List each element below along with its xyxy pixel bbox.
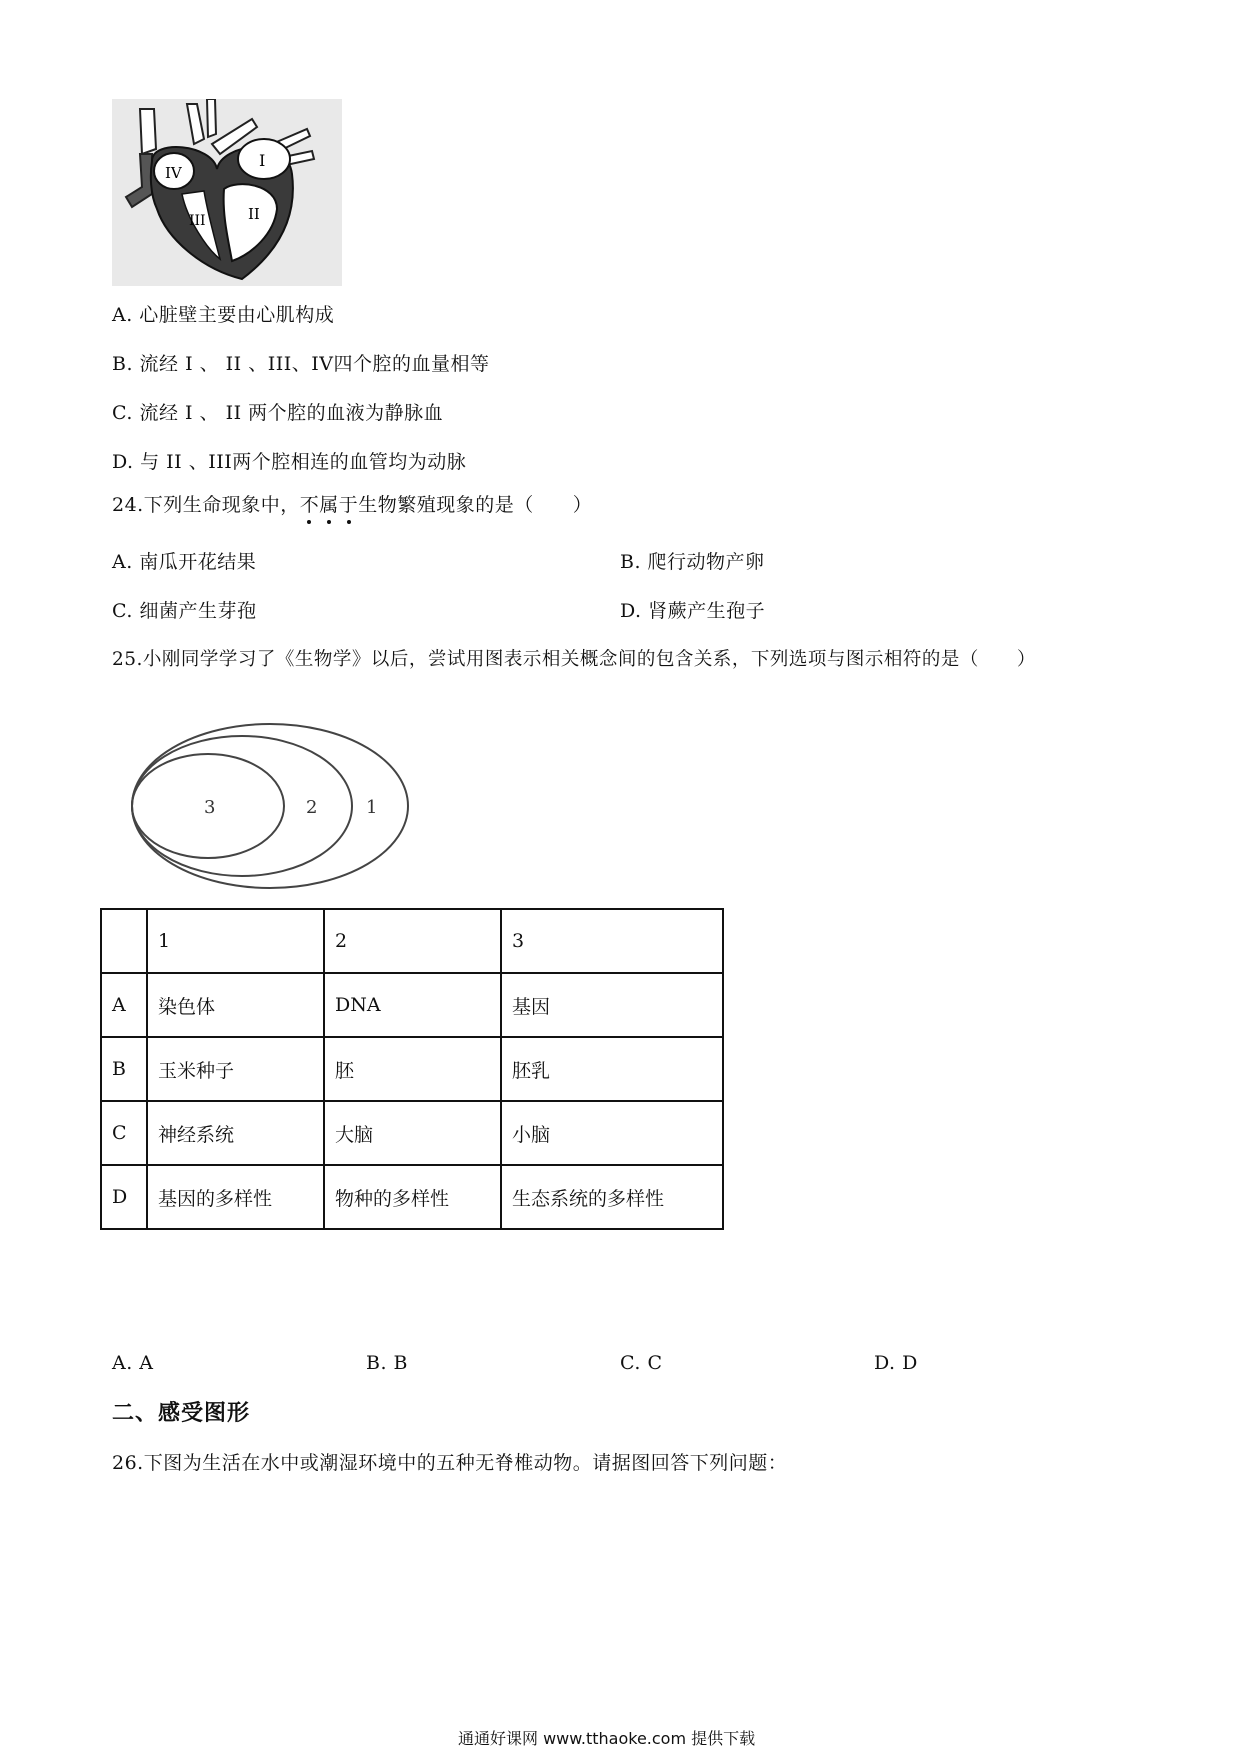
q24-option-d: D. 肾蕨产生孢子 [620,600,766,622]
chamber-label-iii: III [189,213,206,229]
q25-answer-c: C. C [620,1352,663,1374]
table-cell: A [101,973,147,1037]
venn-label-1: 1 [366,797,378,818]
q23-option-a: A. 心脏壁主要由心肌构成 [112,304,335,326]
venn-label-3: 3 [204,797,216,818]
heart-diagram [112,99,342,286]
q25-answer-b: B. B [366,1352,409,1374]
table-header-row [101,909,723,973]
q23-option-d: D. 与 II 、III两个腔相连的血管均为动脉 [112,451,467,473]
table-cell: B [101,1037,147,1101]
table-cell: 基因 [501,973,723,1037]
q25-answer-a: A. A [112,1352,154,1374]
table-cell: 2 [324,909,501,973]
table-cell: 神经系统 [147,1101,324,1165]
q24-stem-suffix: 生物繁殖现象的是（ ） [358,494,593,516]
q24-stem-prefix: 24.下列生命现象中， [112,494,300,516]
table-cell: DNA [324,973,501,1037]
table-cell: 基因的多样性 [147,1165,324,1229]
q24-emph-char-3: 于 [339,490,359,517]
q24-emph-char-1: 不 [300,490,320,517]
page-footer: 通通好课网 www.tthaoke.com 提供下载 [458,1729,756,1748]
q24-option-a: A. 南瓜开花结果 [112,551,257,573]
table-row [101,973,723,1037]
section-title: 二、感受图形 [112,1401,251,1426]
q25-table [100,908,724,1230]
q26-stem: 26.下图为生活在水中或潮湿环境中的五种无脊椎动物。请据图回答下列问题： [112,1452,788,1474]
table-row [101,1101,723,1165]
table-cell: 胚乳 [501,1037,723,1101]
heart-diagram-svg [112,99,342,286]
q24-stem-emphasis [300,494,359,516]
table-row [101,1037,723,1101]
q25-stem: 25.小刚同学学习了《生物学》以后，尝试用图表示相关概念间的包含关系，下列选项与图示相符的是（ ） [112,649,1036,670]
q23-option-b: B. 流经 I 、 II 、III、IV四个腔的血量相等 [112,353,490,375]
q23-option-c: C. 流经 I 、 II 两个腔的血液为静脉血 [112,402,444,424]
table-cell: C [101,1101,147,1165]
table-cell: 3 [501,909,723,973]
q24-option-b: B. 爬行动物产卵 [620,551,765,573]
table-cell: 小脑 [501,1101,723,1165]
chamber-label-i: I [259,151,266,170]
table-cell: 大脑 [324,1101,501,1165]
table-cell [101,909,147,973]
nested-ellipse-diagram [130,722,410,890]
q24-emph-char-2: 属 [319,490,339,517]
chamber-label-iv: IV [165,164,182,182]
table-cell: 生态系统的多样性 [501,1165,723,1229]
table-cell: D [101,1165,147,1229]
q25-answer-d: D. D [874,1352,918,1374]
table-cell: 染色体 [147,973,324,1037]
chamber-label-ii: II [248,205,260,223]
table-cell: 1 [147,909,324,973]
table-cell: 玉米种子 [147,1037,324,1101]
table-cell: 胚 [324,1037,501,1101]
table-cell: 物种的多样性 [324,1165,501,1229]
venn-svg [130,722,410,890]
q24-option-c: C. 细菌产生芽孢 [112,600,257,622]
q24-stem [112,490,592,517]
table-row [101,1165,723,1229]
venn-label-2: 2 [306,797,318,818]
